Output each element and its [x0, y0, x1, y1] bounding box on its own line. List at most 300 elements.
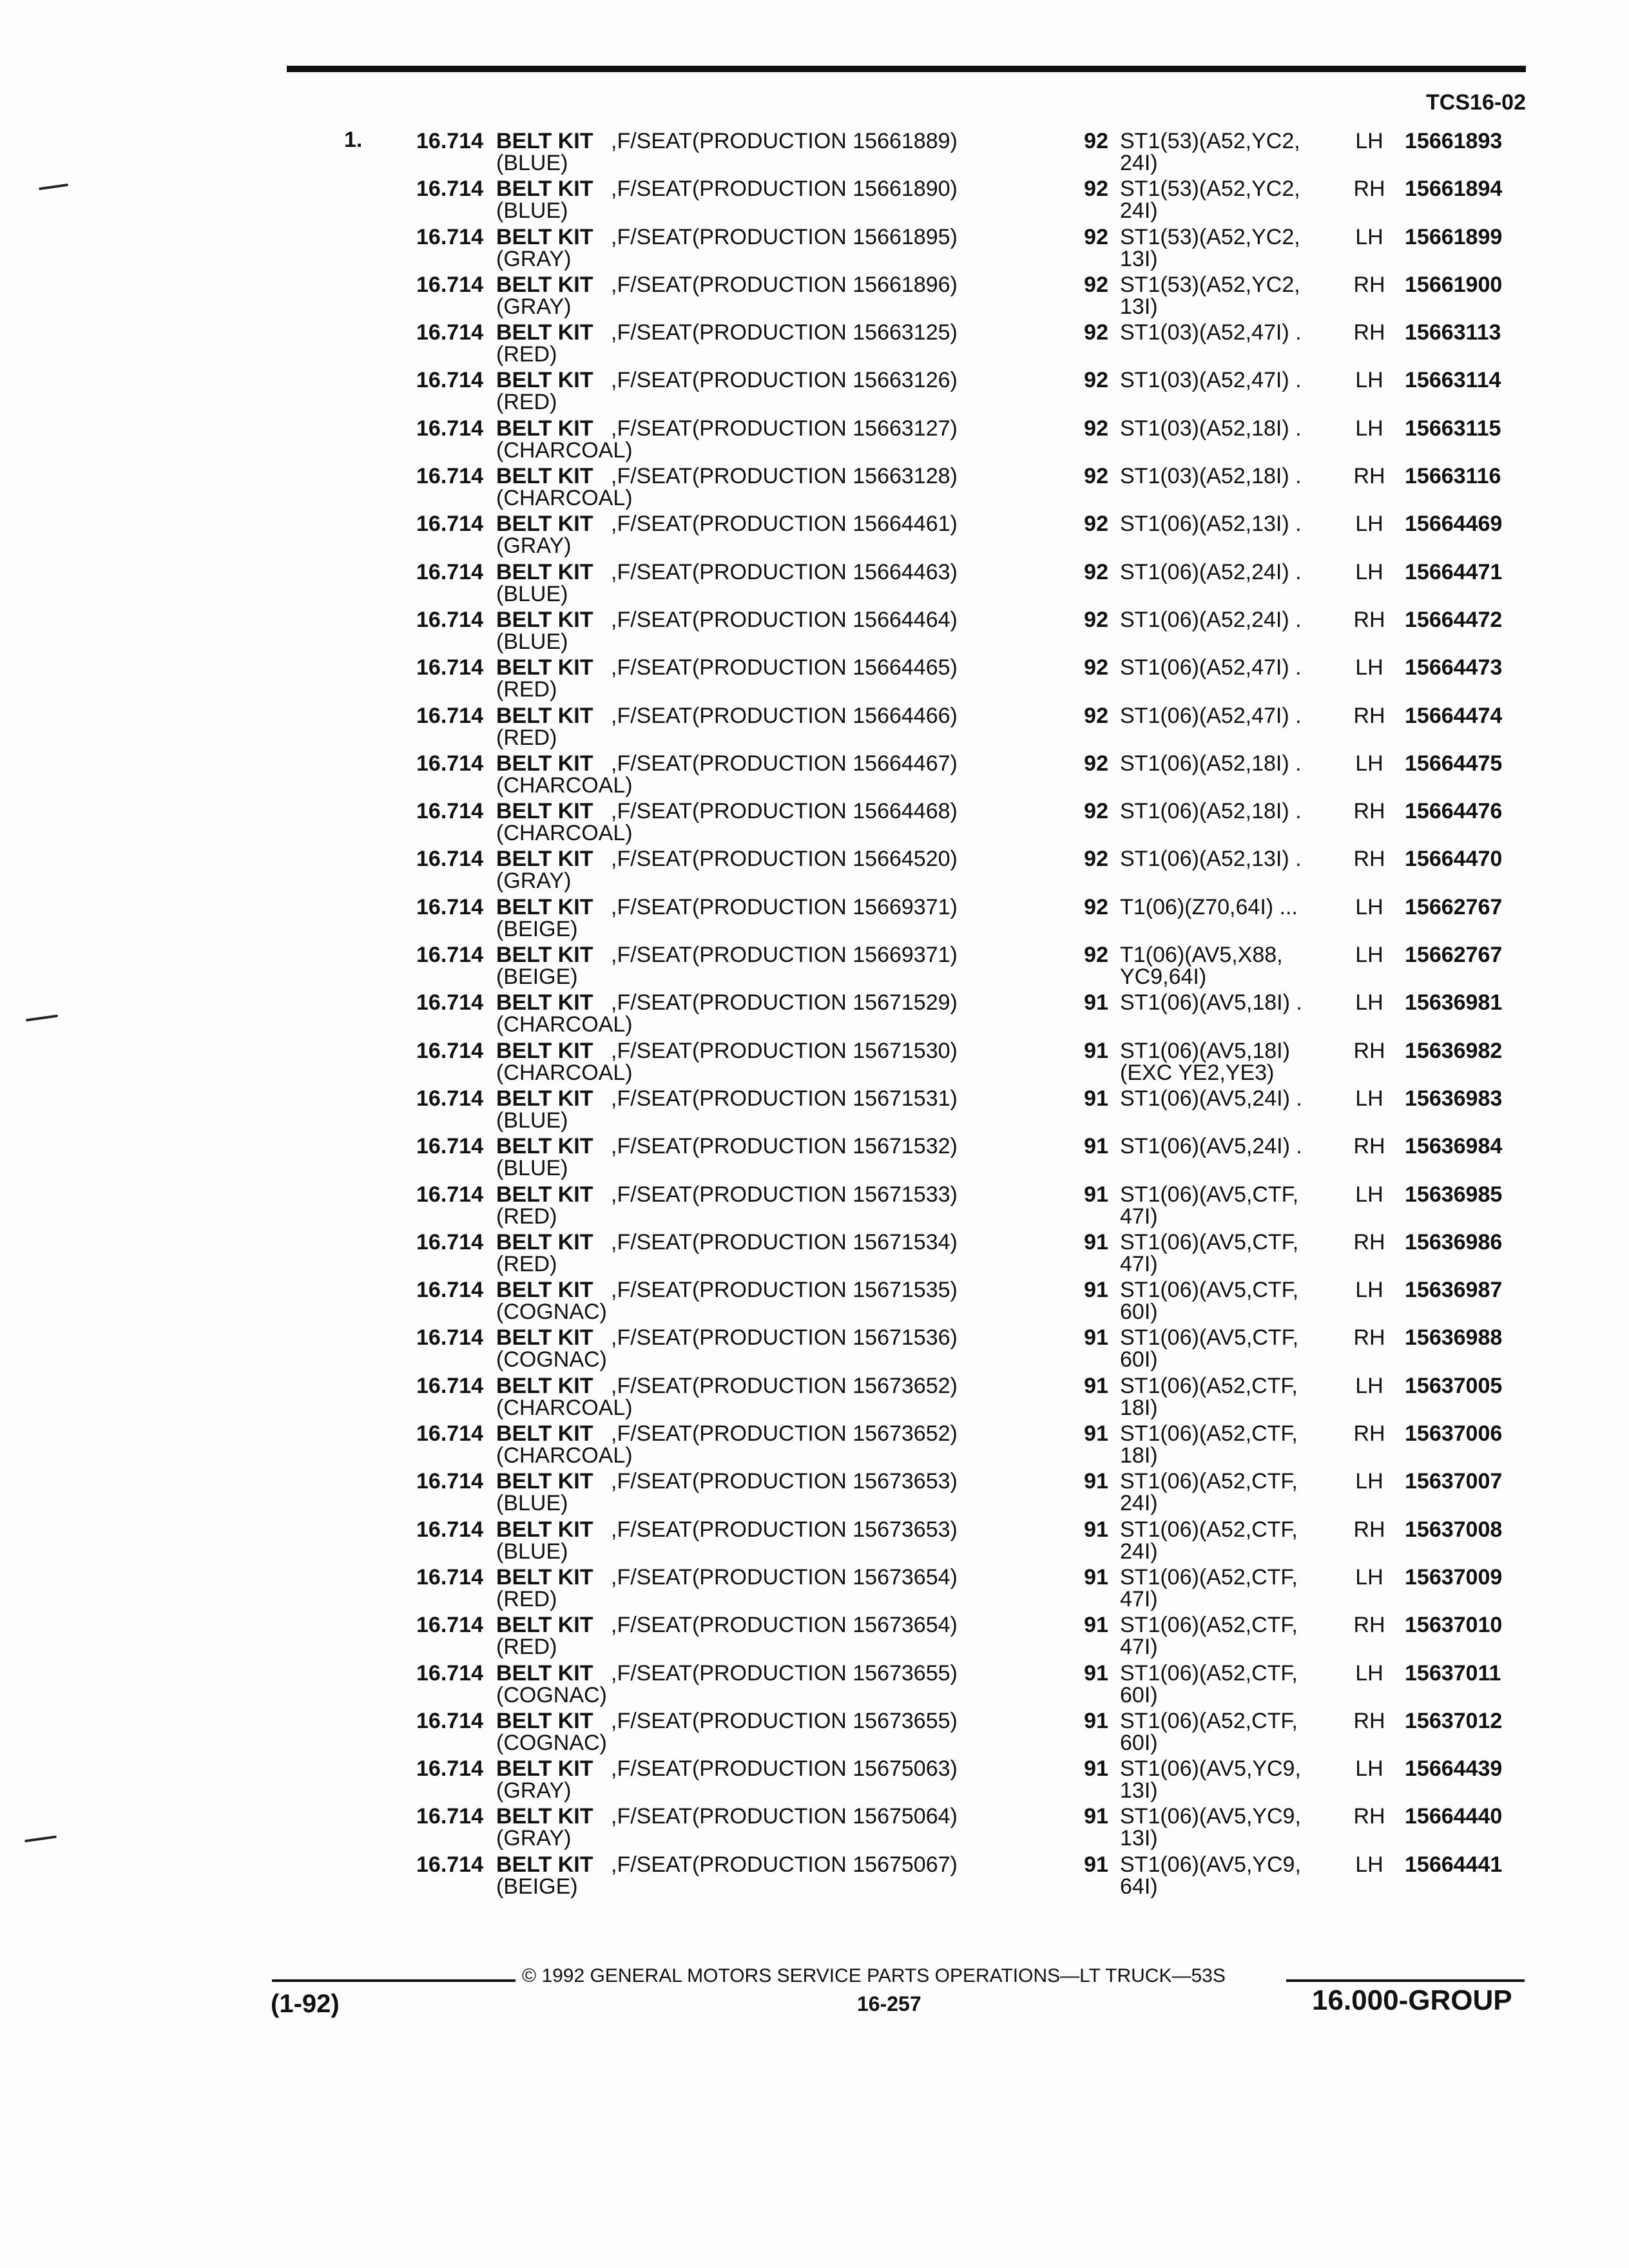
- application: ST1(03)(A52,18I) .: [1120, 464, 1302, 489]
- application: ST1(53)(A52,YC2,: [1120, 177, 1300, 202]
- trim-color: (BLUE): [496, 629, 568, 654]
- group-code: 16.714: [416, 1086, 483, 1111]
- part-number: 15664473: [1405, 655, 1503, 680]
- table-row: [0, 561, 1629, 609]
- side: RH: [1353, 1229, 1385, 1254]
- table-row: [0, 226, 1629, 274]
- group-code: 16.714: [416, 1229, 483, 1254]
- part-name: BELT KIT: [496, 1229, 593, 1254]
- application: ST1(06)(AV5,YC9,: [1120, 1804, 1301, 1829]
- application-continued: 60I): [1120, 1682, 1158, 1707]
- part-name: BELT KIT: [496, 224, 593, 249]
- side: LH: [1355, 129, 1383, 153]
- part-name: BELT KIT: [496, 464, 593, 489]
- trim-color: (BLUE): [496, 581, 568, 606]
- application-continued: 47I): [1120, 1251, 1158, 1276]
- part-name: BELT KIT: [496, 1517, 593, 1542]
- side: LH: [1355, 943, 1383, 968]
- group-code: 16.714: [416, 512, 483, 537]
- side: LH: [1355, 894, 1383, 919]
- application: ST1(06)(A52,47I) .: [1120, 703, 1302, 728]
- side: RH: [1353, 464, 1385, 489]
- part-name: BELT KIT: [496, 751, 593, 776]
- model-year: 91: [1084, 1134, 1108, 1159]
- trim-color: (RED): [496, 1635, 557, 1660]
- side: LH: [1355, 1564, 1383, 1590]
- side: RH: [1353, 177, 1385, 202]
- part-name: BELT KIT: [496, 1134, 593, 1159]
- trim-color: (COGNAC): [496, 1730, 607, 1755]
- table-row: [0, 944, 1629, 992]
- model-year: 92: [1084, 320, 1108, 345]
- group-code: 16.714: [416, 368, 483, 393]
- model-year: 92: [1084, 129, 1108, 153]
- group-code: 16.714: [416, 129, 483, 153]
- side: RH: [1353, 1804, 1385, 1829]
- part-name: BELT KIT: [496, 1660, 593, 1686]
- group-code: 16.714: [416, 177, 483, 202]
- trim-color: (COGNAC): [496, 1347, 607, 1372]
- part-description: ,F/SEAT(PRODUCTION 15669371): [611, 943, 958, 968]
- model-year: 92: [1084, 177, 1108, 202]
- part-name: BELT KIT: [496, 1421, 593, 1446]
- part-description: ,F/SEAT(PRODUCTION 15661896): [611, 272, 958, 297]
- group-code: 16.714: [416, 464, 483, 489]
- trim-color: (GRAY): [496, 246, 572, 271]
- side: RH: [1353, 1708, 1385, 1733]
- part-number: 15662767: [1405, 943, 1503, 968]
- trim-color: (CHARCOAL): [496, 821, 633, 846]
- part-description: ,F/SEAT(PRODUCTION 15675063): [611, 1756, 958, 1782]
- trim-color: (CHARCOAL): [496, 1012, 633, 1037]
- part-number: 15636986: [1405, 1229, 1503, 1254]
- group-code: 16.714: [416, 1038, 483, 1063]
- table-row: [0, 800, 1629, 848]
- model-year: 92: [1084, 464, 1108, 489]
- application-continued: 13I): [1120, 294, 1158, 319]
- application: ST1(06)(AV5,18I): [1120, 1038, 1290, 1063]
- application: ST1(06)(AV5,YC9,: [1120, 1756, 1301, 1782]
- page-number: 16-257: [857, 1992, 921, 2015]
- part-description: ,F/SEAT(PRODUCTION 15673652): [611, 1421, 958, 1446]
- part-number: 15637009: [1405, 1564, 1503, 1590]
- table-row: [0, 465, 1629, 513]
- model-year: 92: [1084, 943, 1108, 968]
- model-year: 91: [1084, 1804, 1108, 1829]
- part-name: BELT KIT: [496, 368, 593, 393]
- part-number: 15637005: [1405, 1373, 1503, 1398]
- part-description: ,F/SEAT(PRODUCTION 15671531): [611, 1086, 958, 1111]
- trim-color: (RED): [496, 1586, 557, 1611]
- model-year: 92: [1084, 368, 1108, 393]
- table-row: [0, 1519, 1629, 1566]
- part-name: BELT KIT: [496, 512, 593, 537]
- model-year: 91: [1084, 1182, 1108, 1207]
- group-code: 16.714: [416, 1278, 483, 1303]
- group-code: 16.714: [416, 1469, 483, 1494]
- trim-color: (RED): [496, 677, 557, 702]
- part-description: ,F/SEAT(PRODUCTION 15664465): [611, 655, 958, 680]
- application: T1(06)(Z70,64I) ...: [1120, 894, 1298, 919]
- application: ST1(53)(A52,YC2,: [1120, 224, 1300, 249]
- table-row: [0, 1710, 1629, 1758]
- group-code: 16.714: [416, 1804, 483, 1829]
- part-description: ,F/SEAT(PRODUCTION 15671532): [611, 1134, 958, 1159]
- application-continued: (EXC YE2,YE3): [1120, 1060, 1275, 1085]
- part-number: 15663113: [1405, 320, 1501, 345]
- application: ST1(06)(A52,18I) .: [1120, 751, 1302, 776]
- application: ST1(06)(A52,24I) .: [1120, 607, 1302, 632]
- group-code: 16.714: [416, 1660, 483, 1686]
- group-code: 16.714: [416, 416, 483, 441]
- part-description: ,F/SEAT(PRODUCTION 15664461): [611, 512, 958, 537]
- model-year: 92: [1084, 272, 1108, 297]
- part-name: BELT KIT: [496, 1756, 593, 1782]
- group-code: 16.714: [416, 1613, 483, 1638]
- part-name: BELT KIT: [496, 1373, 593, 1398]
- side: RH: [1353, 1325, 1385, 1350]
- model-year: 91: [1084, 1278, 1108, 1303]
- application: ST1(06)(A52,13I) .: [1120, 512, 1302, 537]
- application: ST1(06)(A52,13I) .: [1120, 847, 1302, 872]
- part-description: ,F/SEAT(PRODUCTION 15663127): [611, 416, 958, 441]
- trim-color: (GRAY): [496, 869, 572, 894]
- part-name: BELT KIT: [496, 1613, 593, 1638]
- part-description: ,F/SEAT(PRODUCTION 15673655): [611, 1660, 958, 1686]
- application: ST1(06)(A52,CTF,: [1120, 1613, 1298, 1638]
- application: ST1(06)(A52,47I) .: [1120, 655, 1302, 680]
- trim-color: (COGNAC): [496, 1682, 607, 1707]
- application: ST1(06)(A52,CTF,: [1120, 1517, 1298, 1542]
- part-description: ,F/SEAT(PRODUCTION 15661890): [611, 177, 958, 202]
- trim-color: (RED): [496, 342, 557, 367]
- part-name: BELT KIT: [496, 703, 593, 728]
- table-row: [0, 513, 1629, 561]
- part-name: BELT KIT: [496, 177, 593, 202]
- group-code: 16.714: [416, 1373, 483, 1398]
- trim-color: (BEIGE): [496, 916, 578, 941]
- side: RH: [1353, 799, 1385, 824]
- part-description: ,F/SEAT(PRODUCTION 15661889): [611, 129, 958, 153]
- table-row: [0, 1662, 1629, 1710]
- model-year: 91: [1084, 1229, 1108, 1254]
- part-number: 15664440: [1405, 1804, 1503, 1829]
- trim-color: (RED): [496, 725, 557, 750]
- part-name: BELT KIT: [496, 1564, 593, 1590]
- side: LH: [1355, 1852, 1383, 1877]
- trim-color: (BLUE): [496, 151, 568, 175]
- table-row: [0, 705, 1629, 753]
- part-number: 15664470: [1405, 847, 1503, 872]
- side: RH: [1353, 1517, 1385, 1542]
- trim-color: (RED): [496, 390, 557, 415]
- table-row: [0, 1279, 1629, 1327]
- part-description: ,F/SEAT(PRODUCTION 15661895): [611, 224, 958, 249]
- trim-color: (BEIGE): [496, 1874, 578, 1899]
- group-code: 16.714: [416, 751, 483, 776]
- part-description: ,F/SEAT(PRODUCTION 15663128): [611, 464, 958, 489]
- footer-rule-right: [1286, 1979, 1525, 1982]
- application: ST1(06)(A52,CTF,: [1120, 1708, 1298, 1733]
- side: LH: [1355, 1469, 1383, 1494]
- group-code: 16.714: [416, 1182, 483, 1207]
- application-continued: YC9,64I): [1120, 965, 1207, 990]
- model-year: 91: [1084, 1660, 1108, 1686]
- part-number: 15637011: [1405, 1660, 1501, 1686]
- model-year: 91: [1084, 1086, 1108, 1111]
- group-code: 16.714: [416, 943, 483, 968]
- model-year: 92: [1084, 559, 1108, 584]
- application: ST1(06)(A52,24I) .: [1120, 559, 1302, 584]
- group-code: 16.714: [416, 1756, 483, 1782]
- side: LH: [1355, 1756, 1383, 1782]
- application-continued: 60I): [1120, 1300, 1158, 1325]
- application-continued: 47I): [1120, 1204, 1158, 1229]
- application-continued: 60I): [1120, 1347, 1158, 1372]
- application: ST1(03)(A52,47I) .: [1120, 368, 1302, 393]
- part-number: 15664474: [1405, 703, 1503, 728]
- application-continued: 24I): [1120, 1539, 1158, 1564]
- application: ST1(06)(AV5,CTF,: [1120, 1278, 1299, 1303]
- table-row: [0, 369, 1629, 417]
- application: ST1(53)(A52,YC2,: [1120, 129, 1300, 153]
- part-name: BELT KIT: [496, 559, 593, 584]
- application: ST1(06)(AV5,CTF,: [1120, 1325, 1299, 1350]
- part-number: 15636988: [1405, 1325, 1503, 1350]
- table-row: [0, 896, 1629, 944]
- part-name: BELT KIT: [496, 1469, 593, 1494]
- table-row: [0, 657, 1629, 704]
- table-row: [0, 992, 1629, 1039]
- application: ST1(06)(A52,CTF,: [1120, 1564, 1298, 1590]
- model-year: 92: [1084, 224, 1108, 249]
- table-row: [0, 1566, 1629, 1614]
- trim-color: (BLUE): [496, 1491, 568, 1516]
- application: T1(06)(AV5,X88,: [1120, 943, 1283, 968]
- part-description: ,F/SEAT(PRODUCTION 15673653): [611, 1517, 958, 1542]
- part-number: 15636981: [1405, 990, 1503, 1015]
- part-description: ,F/SEAT(PRODUCTION 15671534): [611, 1229, 958, 1254]
- group-code: 16.714: [416, 1708, 483, 1733]
- table-row: [0, 1375, 1629, 1423]
- part-name: BELT KIT: [496, 1325, 593, 1350]
- table-row: [0, 1088, 1629, 1135]
- application: ST1(06)(AV5,24I) .: [1120, 1086, 1302, 1111]
- part-number: 15637010: [1405, 1613, 1503, 1638]
- side: RH: [1353, 1038, 1385, 1063]
- part-number: 15661893: [1405, 129, 1503, 153]
- table-row: [0, 178, 1629, 226]
- part-number: 15664439: [1405, 1756, 1503, 1782]
- application: ST1(06)(AV5,18I) .: [1120, 990, 1302, 1015]
- part-number: 15663115: [1405, 416, 1501, 441]
- top-rule: [287, 66, 1526, 72]
- model-year: 92: [1084, 799, 1108, 824]
- part-description: ,F/SEAT(PRODUCTION 15673652): [611, 1373, 958, 1398]
- table-row: [0, 848, 1629, 896]
- table-row: [0, 1758, 1629, 1805]
- trim-color: (BLUE): [496, 1108, 568, 1133]
- part-number: 15637006: [1405, 1421, 1503, 1446]
- part-number: 15661894: [1405, 177, 1503, 202]
- group-code: 16.714: [416, 990, 483, 1015]
- side: LH: [1355, 1373, 1383, 1398]
- side: LH: [1355, 1660, 1383, 1686]
- group-code: 16.714: [416, 847, 483, 872]
- side: RH: [1353, 703, 1385, 728]
- part-description: ,F/SEAT(PRODUCTION 15663126): [611, 368, 958, 393]
- side: RH: [1353, 1613, 1385, 1638]
- trim-color: (CHARCOAL): [496, 1443, 633, 1468]
- part-description: ,F/SEAT(PRODUCTION 15675067): [611, 1852, 958, 1877]
- trim-color: (GRAY): [496, 294, 572, 319]
- application: ST1(53)(A52,YC2,: [1120, 272, 1300, 297]
- trim-color: (BEIGE): [496, 965, 578, 990]
- part-number: 15664475: [1405, 751, 1503, 776]
- table-row: [0, 609, 1629, 657]
- model-year: 91: [1084, 1613, 1108, 1638]
- model-year: 92: [1084, 416, 1108, 441]
- group-code: 16.714: [416, 1564, 483, 1590]
- part-number: 15636982: [1405, 1038, 1503, 1063]
- copyright-line: © 1992 GENERAL MOTORS SERVICE PARTS OPERATIONS—LT TRUCK—53S: [522, 1965, 1226, 1986]
- application: ST1(06)(AV5,CTF,: [1120, 1229, 1299, 1254]
- model-year: 91: [1084, 990, 1108, 1015]
- model-year: 92: [1084, 894, 1108, 919]
- table-row: [0, 1327, 1629, 1374]
- application-continued: 64I): [1120, 1874, 1158, 1899]
- part-name: BELT KIT: [496, 416, 593, 441]
- side: LH: [1355, 751, 1383, 776]
- part-description: ,F/SEAT(PRODUCTION 15664463): [611, 559, 958, 584]
- part-number: 15637012: [1405, 1708, 1503, 1733]
- part-description: ,F/SEAT(PRODUCTION 15671530): [611, 1038, 958, 1063]
- part-name: BELT KIT: [496, 943, 593, 968]
- model-year: 92: [1084, 655, 1108, 680]
- part-name: BELT KIT: [496, 847, 593, 872]
- part-name: BELT KIT: [496, 1278, 593, 1303]
- side: LH: [1355, 512, 1383, 537]
- part-description: ,F/SEAT(PRODUCTION 15664467): [611, 751, 958, 776]
- trim-color: (BLUE): [496, 1539, 568, 1564]
- part-number: 15663116: [1405, 464, 1501, 489]
- side: LH: [1355, 990, 1383, 1015]
- application-continued: 13I): [1120, 1826, 1158, 1851]
- application-continued: 18I): [1120, 1443, 1158, 1468]
- group-code: 16.714: [416, 1517, 483, 1542]
- model-year: 91: [1084, 1038, 1108, 1063]
- model-year: 91: [1084, 1756, 1108, 1782]
- application-continued: 47I): [1120, 1635, 1158, 1660]
- group-label: 16.000-GROUP: [1312, 1984, 1512, 2016]
- group-code: 16.714: [416, 799, 483, 824]
- group-code: 16.714: [416, 320, 483, 345]
- model-year: 92: [1084, 751, 1108, 776]
- part-description: ,F/SEAT(PRODUCTION 15671535): [611, 1278, 958, 1303]
- side: RH: [1353, 272, 1385, 297]
- group-code: 16.714: [416, 1852, 483, 1877]
- application: ST1(06)(A52,CTF,: [1120, 1469, 1298, 1494]
- part-description: ,F/SEAT(PRODUCTION 15664464): [611, 607, 958, 632]
- part-number: 15637008: [1405, 1517, 1503, 1542]
- part-name: BELT KIT: [496, 1852, 593, 1877]
- application: ST1(06)(A52,CTF,: [1120, 1373, 1298, 1398]
- trim-color: (RED): [496, 1204, 557, 1229]
- table-row: [0, 418, 1629, 465]
- application-continued: 24I): [1120, 1491, 1158, 1516]
- model-year: 91: [1084, 1421, 1108, 1446]
- part-name: BELT KIT: [496, 272, 593, 297]
- table-row: [0, 753, 1629, 800]
- group-code: 16.714: [416, 1325, 483, 1350]
- application-continued: 13I): [1120, 1778, 1158, 1803]
- side: RH: [1353, 1134, 1385, 1159]
- side: LH: [1355, 416, 1383, 441]
- part-description: ,F/SEAT(PRODUCTION 15673653): [611, 1469, 958, 1494]
- part-number: 15661900: [1405, 272, 1503, 297]
- part-number: 15664469: [1405, 512, 1503, 537]
- side: LH: [1355, 559, 1383, 584]
- part-description: ,F/SEAT(PRODUCTION 15673654): [611, 1613, 958, 1638]
- trim-color: (CHARCOAL): [496, 773, 633, 798]
- application-continued: 60I): [1120, 1730, 1158, 1755]
- application-continued: 13I): [1120, 246, 1158, 271]
- part-description: ,F/SEAT(PRODUCTION 15663125): [611, 320, 958, 345]
- part-name: BELT KIT: [496, 799, 593, 824]
- table-row: [0, 1184, 1629, 1231]
- parts-list: [0, 130, 1629, 1901]
- part-number: 15636983: [1405, 1086, 1503, 1111]
- table-row: [0, 1805, 1629, 1853]
- side: RH: [1353, 607, 1385, 632]
- part-description: ,F/SEAT(PRODUCTION 15664468): [611, 799, 958, 824]
- model-year: 91: [1084, 1517, 1108, 1542]
- part-description: ,F/SEAT(PRODUCTION 15671533): [611, 1182, 958, 1207]
- part-name: BELT KIT: [496, 1038, 593, 1063]
- side: LH: [1355, 1278, 1383, 1303]
- trim-color: (BLUE): [496, 1156, 568, 1181]
- trim-color: (CHARCOAL): [496, 486, 633, 511]
- application: ST1(03)(A52,47I) .: [1120, 320, 1302, 345]
- application-continued: 47I): [1120, 1586, 1158, 1611]
- model-year: 92: [1084, 703, 1108, 728]
- trim-color: (BLUE): [496, 198, 568, 224]
- part-name: BELT KIT: [496, 655, 593, 680]
- part-number: 15636984: [1405, 1134, 1503, 1159]
- trim-color: (RED): [496, 1251, 557, 1276]
- side: LH: [1355, 655, 1383, 680]
- table-row: [0, 1614, 1629, 1662]
- model-year: 91: [1084, 1325, 1108, 1350]
- model-year: 91: [1084, 1564, 1108, 1590]
- application: ST1(06)(A52,CTF,: [1120, 1660, 1298, 1686]
- trim-color: (GRAY): [496, 533, 572, 559]
- part-number: 15664472: [1405, 607, 1503, 632]
- trim-color: (CHARCOAL): [496, 437, 633, 463]
- group-code: 16.714: [416, 272, 483, 297]
- part-number: 15664476: [1405, 799, 1503, 824]
- part-description: ,F/SEAT(PRODUCTION 15673655): [611, 1708, 958, 1733]
- group-code: 16.714: [416, 894, 483, 919]
- application: ST1(06)(AV5,YC9,: [1120, 1852, 1301, 1877]
- group-code: 16.714: [416, 607, 483, 632]
- model-year: 91: [1084, 1373, 1108, 1398]
- part-name: BELT KIT: [496, 1804, 593, 1829]
- part-description: ,F/SEAT(PRODUCTION 15671536): [611, 1325, 958, 1350]
- group-code: 16.714: [416, 703, 483, 728]
- trim-color: (GRAY): [496, 1826, 572, 1851]
- footer-rule-left: [272, 1979, 516, 1982]
